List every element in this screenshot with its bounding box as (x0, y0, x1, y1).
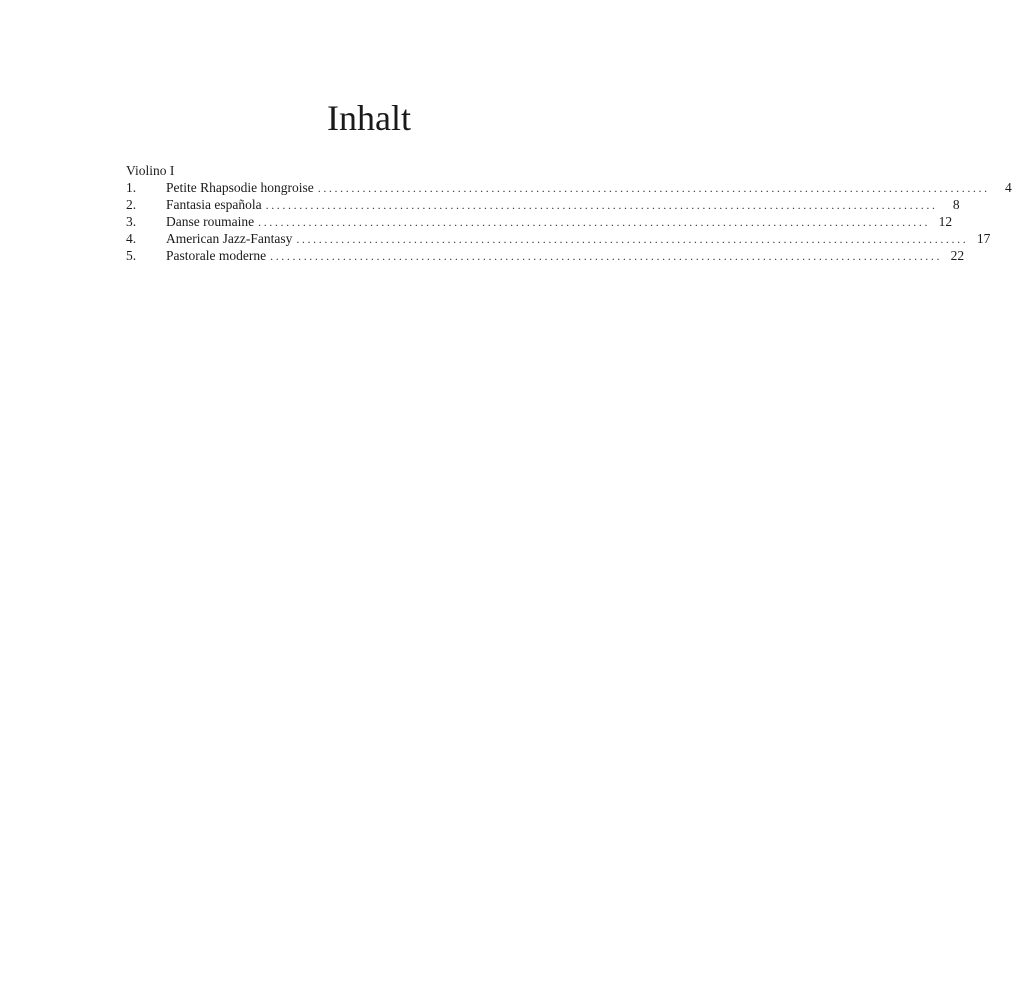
toc-entry (126, 179, 1012, 196)
toc-entry-title: Fantasia española (166, 197, 262, 212)
section-heading: Violino I (126, 163, 175, 178)
toc-entry-number: 4. (126, 231, 137, 246)
dot-leader: ........................................................................................................................ (317, 181, 990, 195)
table-of-contents (126, 162, 1012, 264)
dot-leader: ........................................................................................................................ (270, 249, 943, 263)
toc-entry-number: 3. (126, 214, 137, 229)
dot-leader: ........................................................................................................................ (258, 215, 931, 229)
dot-leader: ........................................................................................................................ (296, 232, 969, 246)
toc-entry-page: 17 (976, 231, 991, 246)
toc-entry-number: 1. (126, 180, 137, 195)
dot-leader: ........................................................................................................................ (265, 198, 938, 212)
toc-entry-title: Petite Rhapsodie hongroise (166, 180, 314, 195)
toc-entry (126, 213, 953, 230)
toc-entry (126, 230, 991, 247)
toc-entry (126, 196, 960, 213)
toc-entry-page: 12 (938, 214, 953, 229)
toc-entry (126, 247, 965, 264)
toc-entry-page: 8 (952, 197, 960, 212)
toc-entry-title: Danse roumaine (166, 214, 255, 229)
toc-entry-title: American Jazz-Fantasy (166, 231, 293, 246)
toc-list (126, 179, 1012, 264)
toc-entry-page: 4 (1004, 180, 1012, 195)
toc-entry-number: 2. (126, 197, 137, 212)
toc-entry-page: 22 (950, 248, 965, 263)
toc-entry-number: 5. (126, 248, 137, 263)
page-title: Inhalt (327, 98, 411, 138)
toc-entry-title: Pastorale moderne (166, 248, 267, 263)
